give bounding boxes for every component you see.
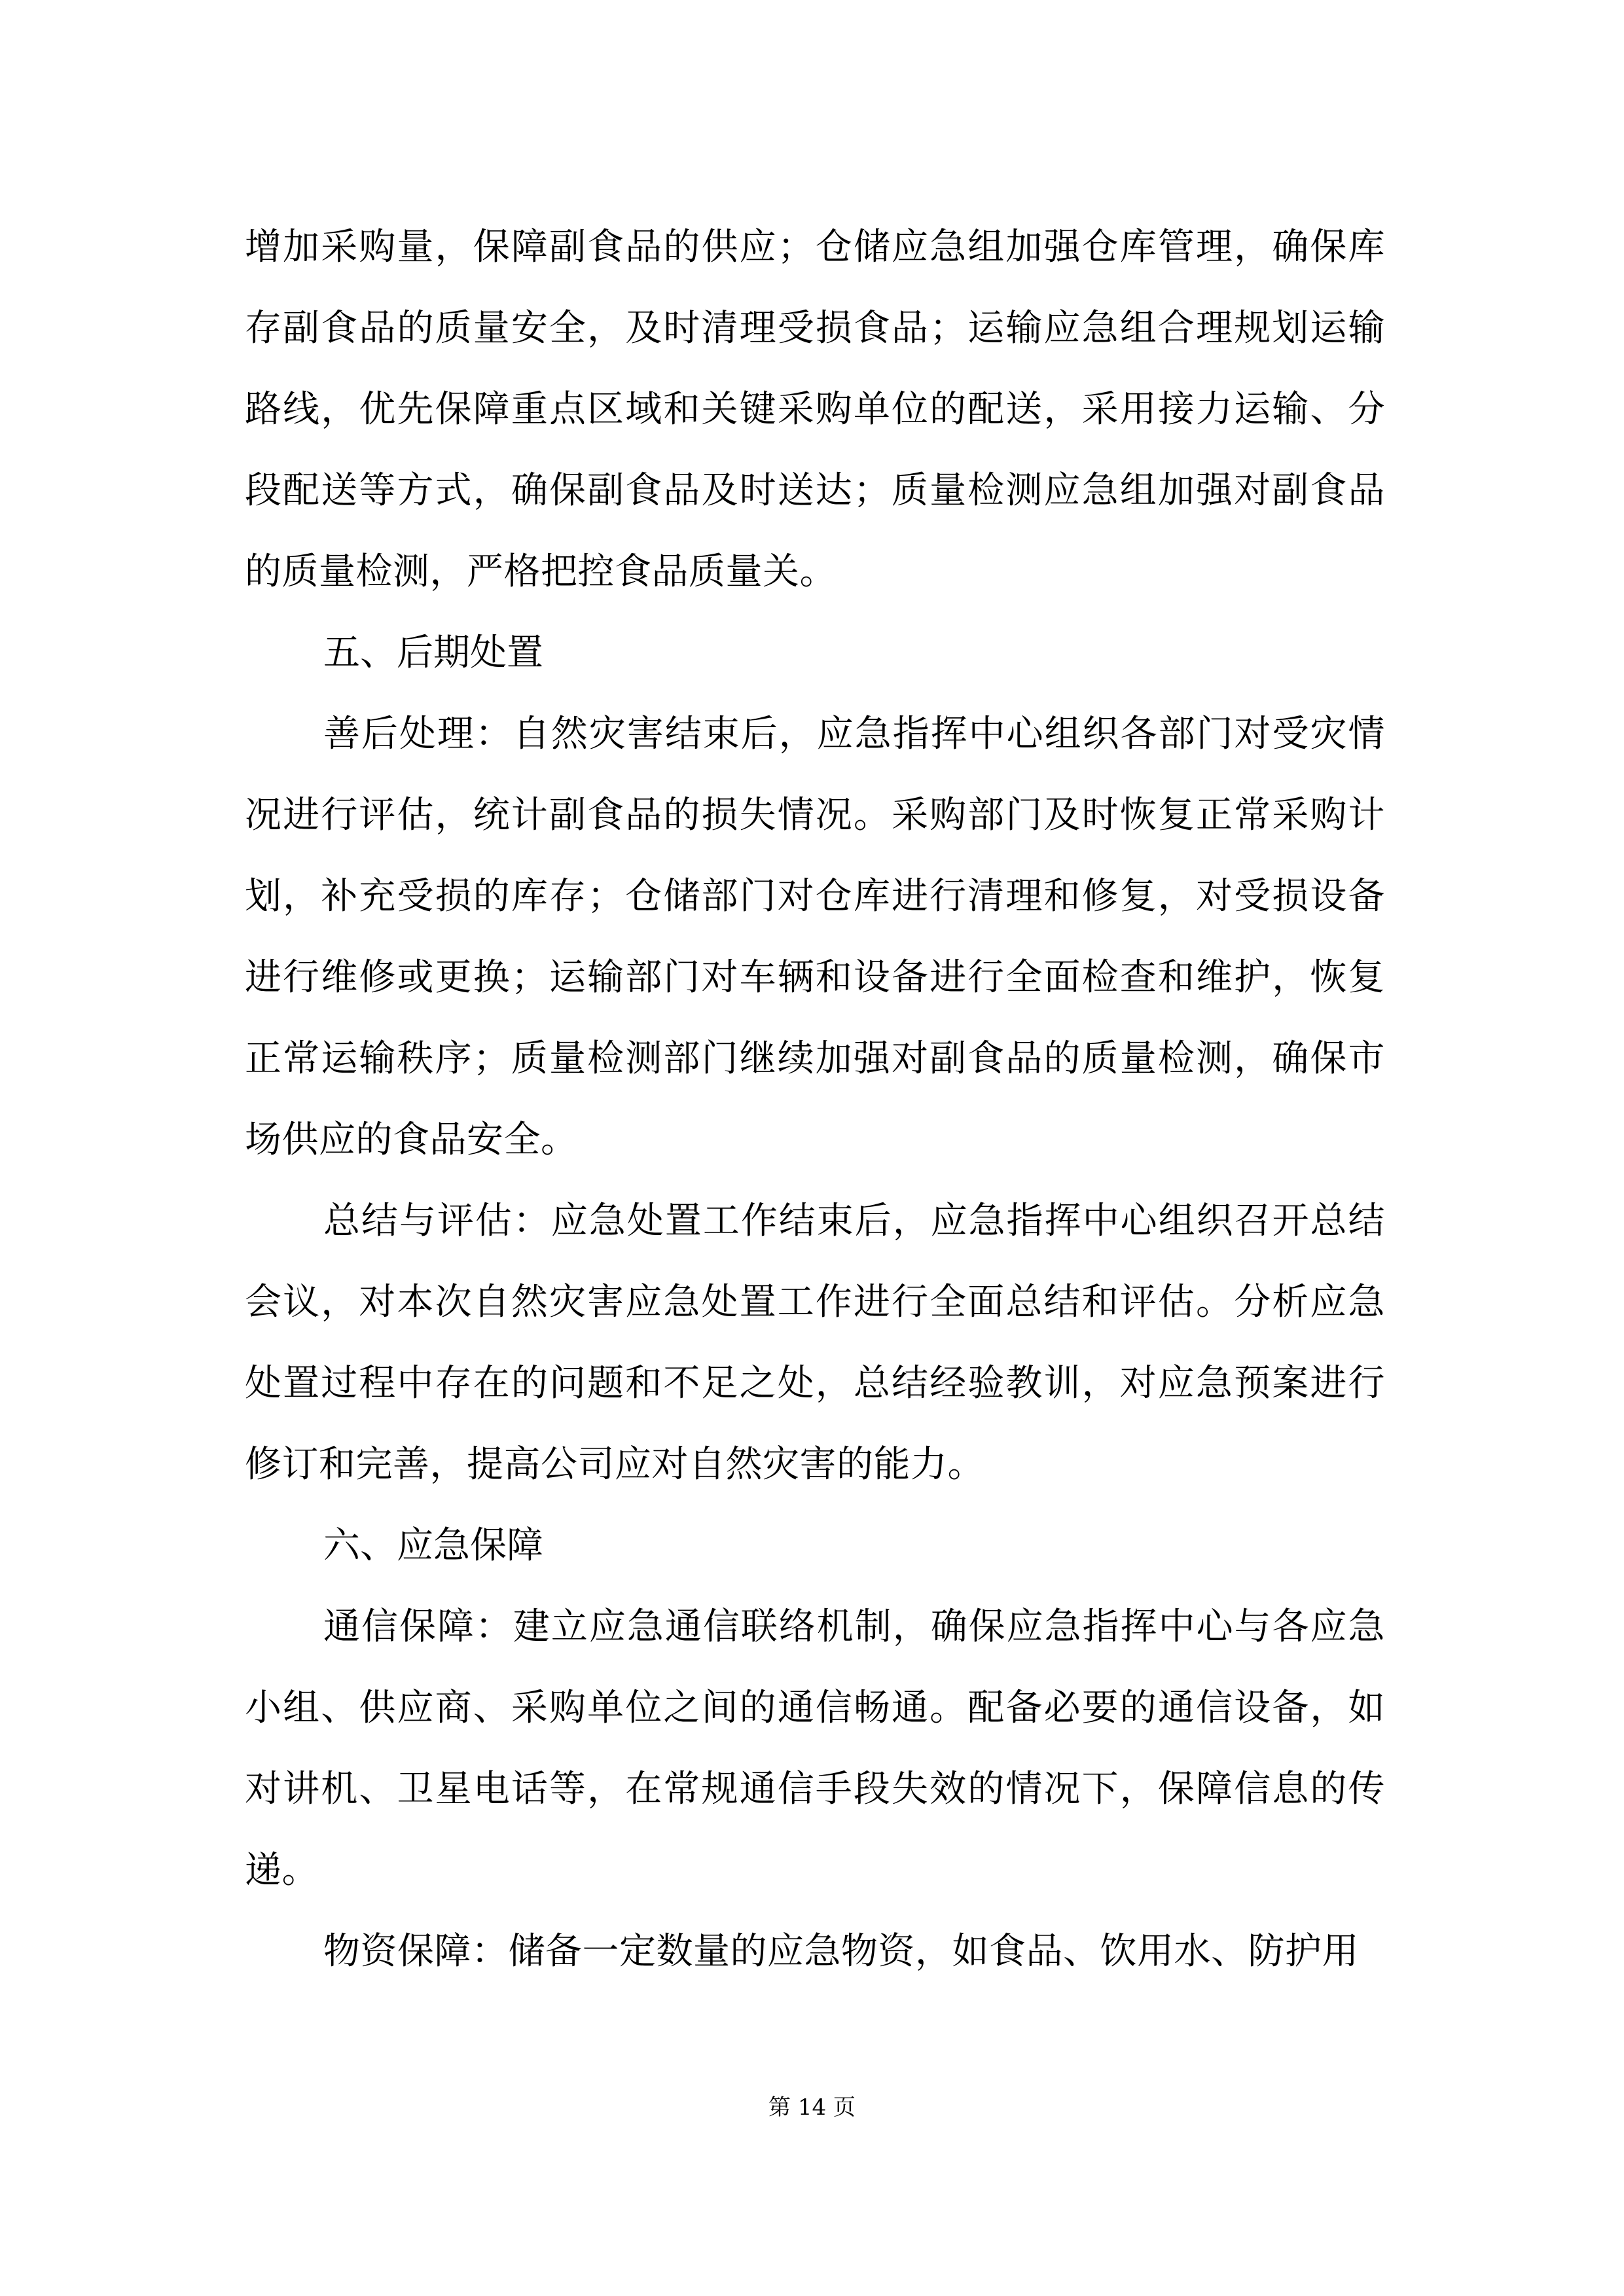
paragraph-continuation: 增加采购量，保障副食品的供应；仓储应急组加强仓库管理，确保库存副食品的质量安全，及时清理受损食品；运输应急组合理规划运输路线，优先保障重点区域和关键采购单位的配送，采用接力运输、分段配送等方式，确保副食品及时送达；质量检测应急组加强对副食品的质量检测，严格把控食品质量关。 (245, 226, 1385, 593)
paragraph-summary-evaluation: 总结与评估：应急处置工作结束后，应急指挥中心组织召开总结会议，对本次自然灾害应急处置工作进行全面总结和评估。分析应急处置过程中存在的问题和不足之处，总结经验教训，对应急预案进行修订和完善，提高公司应对自然灾害的能力。 (245, 1200, 1385, 1486)
document-body (245, 207, 1385, 1992)
paragraph-aftercare: 善后处理：自然灾害结束后，应急指挥中心组织各部门对受灾情况进行评估，统计副食品的损失情况。采购部门及时恢复正常采购计划，补充受损的库存；仓储部门对仓库进行清理和修复，对受损设备进行维修或更换；运输部门对车辆和设备进行全面检查和维护，恢复正常运输秩序；质量检测部门继续加强对副食品的质量检测，确保市场供应的食品安全。 (245, 713, 1385, 1161)
paragraph-communication-support: 通信保障：建立应急通信联络机制，确保应急指挥中心与各应急小组、供应商、采购单位之间的通信畅通。配备必要的通信设备，如对讲机、卫星电话等，在常规通信手段失效的情况下，保障信息的传递。 (245, 1605, 1385, 1892)
section-heading-aftermath: 五、后期处置 (323, 632, 543, 674)
page-number: 第 14 页 (768, 2094, 856, 2121)
section-heading-emergency-support: 六、应急保障 (323, 1524, 543, 1567)
paragraph-material-support: 物资保障：储备一定数量的应急物资，如食品、饮用水、防护用 (323, 1930, 1359, 1973)
